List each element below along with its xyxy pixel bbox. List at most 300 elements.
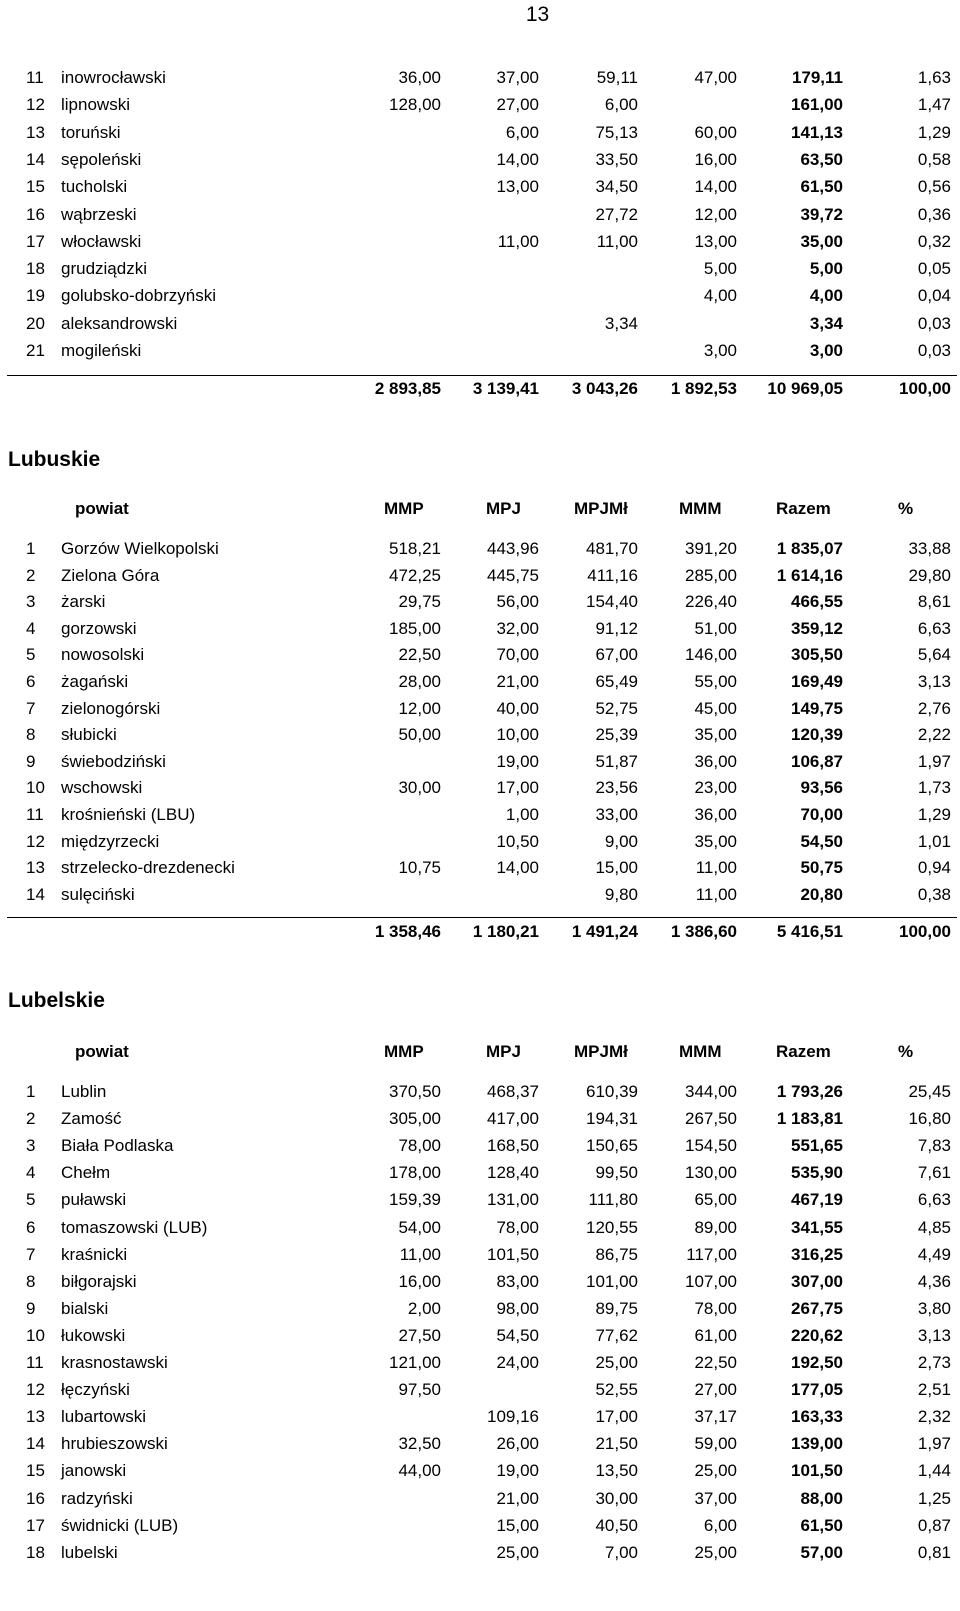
cell-percent: 6,63: [917, 1190, 951, 1210]
total-row-top: [0, 375, 960, 402]
table-row: [0, 562, 960, 589]
cell-mpjml: 194,31: [586, 1109, 638, 1129]
cell-percent: 33,88: [908, 539, 951, 558]
cell-razem: 93,56: [800, 778, 843, 798]
powiat-name: grudziądzki: [61, 259, 147, 279]
cell-mmm: 6,00: [703, 1515, 737, 1535]
cell-razem: 5,00: [809, 259, 843, 279]
cell-percent: 7,61: [917, 1163, 951, 1183]
cell-mpjml: 59,11: [596, 68, 638, 87]
cell-mmp: 121,00: [389, 1353, 441, 1372]
powiat-name: łukowski: [61, 1325, 126, 1345]
cell-mmp: 518,21: [389, 539, 441, 558]
cell-mmm: 146,00: [685, 645, 737, 665]
row-number: 17: [26, 1515, 45, 1535]
cell-mmm: 344,00: [685, 1082, 737, 1101]
header-mpjml: MPJMł: [574, 499, 628, 518]
row-number: 4: [26, 618, 36, 638]
cell-mmp: 30,00: [398, 778, 441, 798]
cell-mmm: 267,50: [685, 1109, 737, 1129]
cell-mmm: 45,00: [694, 698, 737, 718]
cell-mpjml: 411,16: [587, 565, 638, 585]
cell-mpj: 78,00: [496, 1217, 539, 1237]
table-row: [0, 1132, 960, 1159]
powiat-name: Zamość: [61, 1109, 122, 1129]
table-row: [0, 1376, 960, 1403]
row-number: 14: [26, 149, 45, 169]
cell-mmp: 50,00: [398, 725, 441, 745]
cell-mmm: 12,00: [694, 204, 737, 224]
table-row: [0, 1105, 960, 1132]
header-mpj: MPJ: [486, 499, 521, 518]
cell-razem: 20,80: [800, 884, 843, 904]
cell-mmp: 97,50: [398, 1380, 441, 1400]
cell-mmm: 35,00: [694, 725, 737, 745]
cell-razem: 149,75: [791, 698, 843, 718]
cell-mpj: 19,00: [496, 751, 539, 771]
cell-percent: 0,32: [917, 231, 951, 251]
cell-percent: 4,49: [917, 1244, 951, 1264]
cell-mmm: 89,00: [694, 1217, 737, 1237]
row-number: 16: [26, 1488, 45, 1508]
cell-mmm: 130,00: [685, 1163, 737, 1183]
header-mmm: MMM: [679, 499, 722, 518]
cell-percent: 0,36: [917, 204, 951, 224]
cell-mmm: 22,50: [694, 1353, 737, 1372]
powiat-name: inowrocławski: [61, 68, 166, 87]
cell-razem: 466,55: [791, 592, 843, 612]
cell-mpj: 17,00: [496, 778, 539, 798]
page-number: 13: [525, 3, 550, 26]
row-number: 16: [26, 204, 45, 224]
cell-mmp: 185,00: [389, 618, 441, 638]
cell-mmm: 60,00: [694, 122, 737, 142]
table-row: [0, 1295, 960, 1322]
cell-mmm: 27,00: [694, 1380, 737, 1400]
cell-mpjml: 13,50: [595, 1461, 638, 1481]
cell-mpj: 6,00: [505, 122, 539, 142]
cell-razem: 161,00: [791, 95, 843, 115]
cell-mmm: 35,00: [694, 831, 737, 851]
cell-mpj: 13,00: [496, 177, 539, 197]
row-number: 11: [26, 805, 44, 824]
table-header-lubelskie: [0, 1038, 960, 1065]
row-number: 15: [26, 177, 45, 197]
cell-mpjml: 67,00: [595, 645, 638, 665]
cell-razem: 341,55: [791, 1217, 843, 1237]
cell-mmm: 23,00: [694, 778, 737, 798]
cell-mpj: 445,75: [487, 565, 539, 585]
cell-razem: 139,00: [791, 1434, 843, 1454]
cell-razem: 120,39: [791, 725, 843, 745]
cell-razem: 1 183,81: [776, 1109, 843, 1129]
cell-mpj: 131,00: [487, 1190, 539, 1210]
row-number: 13: [26, 858, 45, 878]
row-number: 6: [26, 672, 36, 691]
cell-mpjml: 481,70: [586, 539, 638, 558]
total-mmm: 1 892,53: [670, 379, 737, 398]
total-mpjml: 1 491,24: [571, 922, 638, 941]
section-title-lubuskie: Lubuskie: [8, 448, 101, 471]
cell-razem: 1 793,26: [776, 1082, 843, 1101]
cell-mpj: 11,00: [497, 231, 539, 251]
powiat-name: golubsko-dobrzyński: [61, 286, 216, 306]
cell-mpjml: 52,55: [595, 1380, 638, 1400]
powiat-name: tomaszowski (LUB): [61, 1217, 208, 1237]
row-number: 14: [26, 1434, 45, 1454]
cell-percent: 8,61: [917, 592, 951, 612]
table-row: [0, 1078, 960, 1105]
cell-percent: 1,29: [917, 805, 951, 824]
powiat-name: słubicki: [61, 725, 117, 745]
cell-percent: 29,80: [908, 565, 951, 585]
table-row: [0, 801, 960, 828]
row-number: 12: [26, 1380, 45, 1400]
cell-razem: 177,05: [791, 1380, 843, 1400]
table-row: [0, 615, 960, 642]
total-mmp: 2 893,85: [374, 379, 441, 398]
cell-percent: 1,01: [917, 831, 951, 851]
total-razem: 5 416,51: [776, 922, 843, 941]
table-row: [0, 1241, 960, 1268]
table-row: [0, 588, 960, 615]
cell-razem: 70,00: [800, 805, 843, 824]
cell-mmm: 285,00: [685, 565, 737, 585]
cell-mpjml: 52,75: [595, 698, 638, 718]
cell-razem: 57,00: [800, 1542, 843, 1562]
cell-mmm: 14,00: [694, 177, 737, 197]
table-row: [0, 881, 960, 908]
cell-mmm: 11,00: [695, 858, 737, 878]
cell-razem: 359,12: [791, 618, 843, 638]
cell-percent: 0,87: [917, 1515, 951, 1535]
table-row: [0, 1430, 960, 1457]
cell-mmm: 226,40: [685, 592, 737, 612]
total-razem: 10 969,05: [767, 379, 843, 398]
cell-razem: 1 614,16: [776, 565, 843, 585]
table-row: [0, 119, 960, 146]
cell-mpj: 83,00: [496, 1271, 539, 1291]
table-row: [0, 201, 960, 228]
powiat-name: bialski: [61, 1298, 109, 1318]
powiat-name: tucholski: [61, 177, 128, 197]
cell-razem: 63,50: [800, 149, 843, 169]
cell-mpj: 21,00: [496, 1488, 539, 1508]
cell-razem: 50,75: [800, 858, 843, 878]
powiat-name: włocławski: [61, 231, 142, 251]
cell-razem: 169,49: [791, 672, 843, 691]
cell-mmp: 472,25: [389, 565, 441, 585]
row-number: 9: [26, 1298, 36, 1318]
row-number: 7: [26, 1244, 36, 1264]
cell-mpj: 10,50: [496, 831, 539, 851]
powiat-name: mogileński: [61, 341, 142, 360]
cell-mpj: 32,00: [496, 618, 539, 638]
total-row-lubuskie: [0, 918, 960, 945]
cell-razem: 316,25: [791, 1244, 843, 1264]
cell-mpjml: 7,00: [604, 1542, 638, 1562]
cell-mpjml: 27,72: [595, 204, 638, 224]
cell-razem: 467,19: [791, 1190, 843, 1210]
row-number: 19: [26, 286, 45, 306]
row-number: 8: [26, 1271, 36, 1291]
section-title-lubelskie: Lubelskie: [8, 989, 105, 1012]
table-row: [0, 748, 960, 775]
cell-mpjml: 77,62: [595, 1325, 638, 1345]
cell-mpjml: 3,34: [604, 313, 638, 333]
powiat-name: puławski: [61, 1190, 127, 1210]
cell-percent: 0,81: [917, 1542, 951, 1562]
powiat-name: lipnowski: [61, 95, 130, 115]
table-row: [0, 64, 960, 91]
cell-percent: 0,58: [917, 149, 951, 169]
row-number: 15: [26, 1461, 45, 1481]
cell-percent: 1,29: [917, 122, 951, 142]
header-razem: Razem: [776, 499, 831, 518]
total-mpj: 1 180,21: [472, 922, 539, 941]
table-row: [0, 337, 960, 364]
powiat-name: kraśnicki: [61, 1244, 128, 1264]
cell-mpjml: 34,50: [595, 177, 638, 197]
cell-mpj: 109,16: [487, 1407, 539, 1427]
cell-razem: 307,00: [791, 1271, 843, 1291]
table-row: [0, 1485, 960, 1512]
cell-mmm: 3,00: [703, 341, 737, 360]
table-row: [0, 1322, 960, 1349]
cell-percent: 7,83: [917, 1136, 951, 1156]
cell-mpjml: 17,00: [595, 1407, 638, 1427]
row-number: 8: [26, 725, 36, 745]
cell-percent: 0,03: [917, 313, 951, 333]
cell-razem: 1 835,07: [776, 539, 843, 558]
table-row: [0, 1457, 960, 1484]
cell-mmm: 55,00: [694, 672, 737, 691]
powiat-name: łęczyński: [61, 1380, 130, 1400]
powiat-name: Gorzów Wielkopolski: [61, 539, 219, 558]
header-powiat: powiat: [75, 1042, 129, 1061]
cell-mpj: 37,00: [496, 68, 539, 87]
table-row: [0, 282, 960, 309]
cell-razem: 305,50: [791, 645, 843, 665]
powiat-name: strzelecko-drezdenecki: [61, 858, 235, 878]
cell-percent: 0,05: [917, 259, 951, 279]
cell-razem: 61,50: [800, 1515, 843, 1535]
row-number: 7: [26, 698, 36, 718]
table-header-lubuskie: [0, 495, 960, 522]
cell-percent: 25,45: [908, 1082, 951, 1101]
cell-mmm: 59,00: [694, 1434, 737, 1454]
cell-mmm: 4,00: [703, 286, 737, 306]
cell-mpjml: 40,50: [595, 1515, 638, 1535]
powiat-name: Zielona Góra: [61, 565, 160, 585]
cell-razem: 101,50: [791, 1461, 843, 1481]
cell-mpj: 19,00: [496, 1461, 539, 1481]
cell-mmm: 107,00: [685, 1271, 737, 1291]
cell-mmm: 78,00: [694, 1298, 737, 1318]
cell-percent: 3,80: [917, 1298, 951, 1318]
cell-mpj: 21,00: [496, 672, 539, 691]
cell-percent: 2,76: [917, 698, 951, 718]
cell-mpjml: 25,00: [595, 1353, 638, 1372]
cell-razem: 220,62: [791, 1325, 843, 1345]
row-number: 20: [26, 313, 45, 333]
cell-percent: 2,32: [917, 1407, 951, 1427]
cell-mmm: 36,00: [694, 805, 737, 824]
cell-mpj: 14,00: [496, 149, 539, 169]
powiat-name: lubelski: [61, 1542, 118, 1562]
cell-percent: 1,97: [917, 1434, 951, 1454]
table-row: [0, 1268, 960, 1295]
cell-mpjml: 33,00: [595, 805, 638, 824]
cell-razem: 3,34: [809, 313, 843, 333]
cell-razem: 551,65: [791, 1136, 843, 1156]
cell-mmp: 370,50: [389, 1082, 441, 1101]
header-mmp: MMP: [384, 499, 424, 518]
row-number: 21: [26, 341, 45, 360]
cell-razem: 88,00: [800, 1488, 843, 1508]
cell-mmp: 2,00: [407, 1298, 441, 1318]
cell-mpj: 70,00: [496, 645, 539, 665]
cell-mmm: 13,00: [694, 231, 737, 251]
header-razem: Razem: [776, 1042, 831, 1061]
cell-mmp: 22,50: [398, 645, 441, 665]
table-row: [0, 535, 960, 562]
cell-mpjml: 89,75: [595, 1298, 638, 1318]
cell-mmp: 128,00: [389, 95, 441, 115]
cell-percent: 0,03: [917, 341, 951, 360]
cell-percent: 0,56: [917, 177, 951, 197]
cell-razem: 535,90: [791, 1163, 843, 1183]
cell-mmm: 391,20: [685, 539, 737, 558]
table-row: [0, 774, 960, 801]
row-number: 2: [26, 1109, 36, 1129]
cell-mpjml: 610,39: [586, 1082, 638, 1101]
powiat-name: gorzowski: [61, 618, 137, 638]
cell-mmp: 305,00: [389, 1109, 441, 1129]
row-number: 3: [26, 1136, 36, 1156]
table-row: [0, 255, 960, 282]
cell-percent: 6,63: [917, 618, 951, 638]
row-number: 2: [26, 565, 36, 585]
total-percent: 100,00: [899, 922, 951, 941]
powiat-name: zielonogórski: [61, 698, 161, 718]
table-row: [0, 173, 960, 200]
table-row: [0, 695, 960, 722]
cell-mpj: 26,00: [496, 1434, 539, 1454]
cell-mpjml: 15,00: [595, 858, 638, 878]
cell-percent: 5,64: [917, 645, 951, 665]
total-percent: 100,00: [899, 379, 951, 398]
powiat-name: wschowski: [61, 778, 143, 798]
cell-mmp: 11,00: [399, 1244, 441, 1264]
cell-percent: 16,80: [908, 1109, 951, 1129]
cell-mmp: 27,50: [398, 1325, 441, 1345]
cell-mmm: 61,00: [694, 1325, 737, 1345]
cell-percent: 0,38: [917, 884, 951, 904]
cell-razem: 192,50: [791, 1353, 843, 1372]
cell-mpj: 98,00: [496, 1298, 539, 1318]
row-number: 3: [26, 592, 36, 612]
powiat-name: świdnicki (LUB): [61, 1515, 179, 1535]
table-row: [0, 1539, 960, 1566]
powiat-name: lubartowski: [61, 1407, 147, 1427]
powiat-name: sulęciński: [61, 884, 135, 904]
cell-mpjml: 65,49: [595, 672, 638, 691]
cell-percent: 3,13: [917, 672, 951, 691]
cell-mpjml: 23,56: [595, 778, 638, 798]
powiat-name: toruński: [61, 122, 121, 142]
cell-mpjml: 9,00: [604, 831, 638, 851]
cell-razem: 106,87: [791, 751, 843, 771]
header-percent: %: [898, 499, 914, 518]
row-number: 11: [26, 68, 44, 87]
row-number: 10: [26, 778, 45, 798]
table-row: [0, 668, 960, 695]
cell-mmm: 154,50: [685, 1136, 737, 1156]
cell-razem: 54,50: [800, 831, 843, 851]
total-mpj: 3 139,41: [472, 379, 539, 398]
cell-mpj: 40,00: [496, 698, 539, 718]
cell-mpjml: 30,00: [595, 1488, 638, 1508]
cell-percent: 2,51: [917, 1380, 951, 1400]
cell-mmm: 16,00: [694, 149, 737, 169]
table-row: [0, 641, 960, 668]
cell-mpjml: 21,50: [595, 1434, 638, 1454]
header-percent: %: [898, 1042, 914, 1061]
cell-mpjml: 51,87: [595, 751, 638, 771]
table-row: [0, 854, 960, 881]
powiat-name: świebodziński: [61, 751, 166, 771]
cell-mmm: 25,00: [694, 1461, 737, 1481]
powiat-name: nowosolski: [61, 645, 145, 665]
powiat-name: radzyński: [61, 1488, 133, 1508]
row-number: 17: [26, 231, 45, 251]
row-number: 5: [26, 1190, 36, 1210]
powiat-name: międzyrzecki: [61, 831, 160, 851]
cell-percent: 2,22: [917, 725, 951, 745]
cell-mpjml: 154,40: [586, 592, 638, 612]
cell-mpj: 14,00: [496, 858, 539, 878]
row-number: 4: [26, 1163, 36, 1183]
cell-mpj: 168,50: [487, 1136, 539, 1156]
cell-mmm: 11,00: [695, 884, 737, 904]
cell-mpj: 417,00: [487, 1109, 539, 1129]
cell-mmm: 36,00: [694, 751, 737, 771]
header-powiat: powiat: [75, 499, 129, 518]
powiat-name: Chełm: [61, 1163, 111, 1183]
cell-mpjml: 6,00: [604, 95, 638, 115]
cell-razem: 3,00: [809, 341, 843, 360]
table-row: [0, 721, 960, 748]
table-row: [0, 828, 960, 855]
cell-razem: 179,11: [791, 68, 843, 87]
cell-mpj: 15,00: [496, 1515, 539, 1535]
cell-percent: 4,36: [917, 1271, 951, 1291]
cell-mmp: 78,00: [398, 1136, 441, 1156]
table-row: [0, 91, 960, 118]
table-row: [0, 146, 960, 173]
cell-mpj: 56,00: [496, 592, 539, 612]
table-row: [0, 1159, 960, 1186]
cell-mpj: 101,50: [487, 1244, 539, 1264]
row-number: 1: [26, 1082, 36, 1101]
cell-mpj: 1,00: [505, 805, 539, 824]
row-number: 5: [26, 645, 36, 665]
powiat-name: sępoleński: [61, 149, 142, 169]
cell-mpj: 27,00: [496, 95, 539, 115]
powiat-name: krośnieński (LBU): [61, 805, 196, 824]
row-number: 11: [26, 1353, 44, 1372]
